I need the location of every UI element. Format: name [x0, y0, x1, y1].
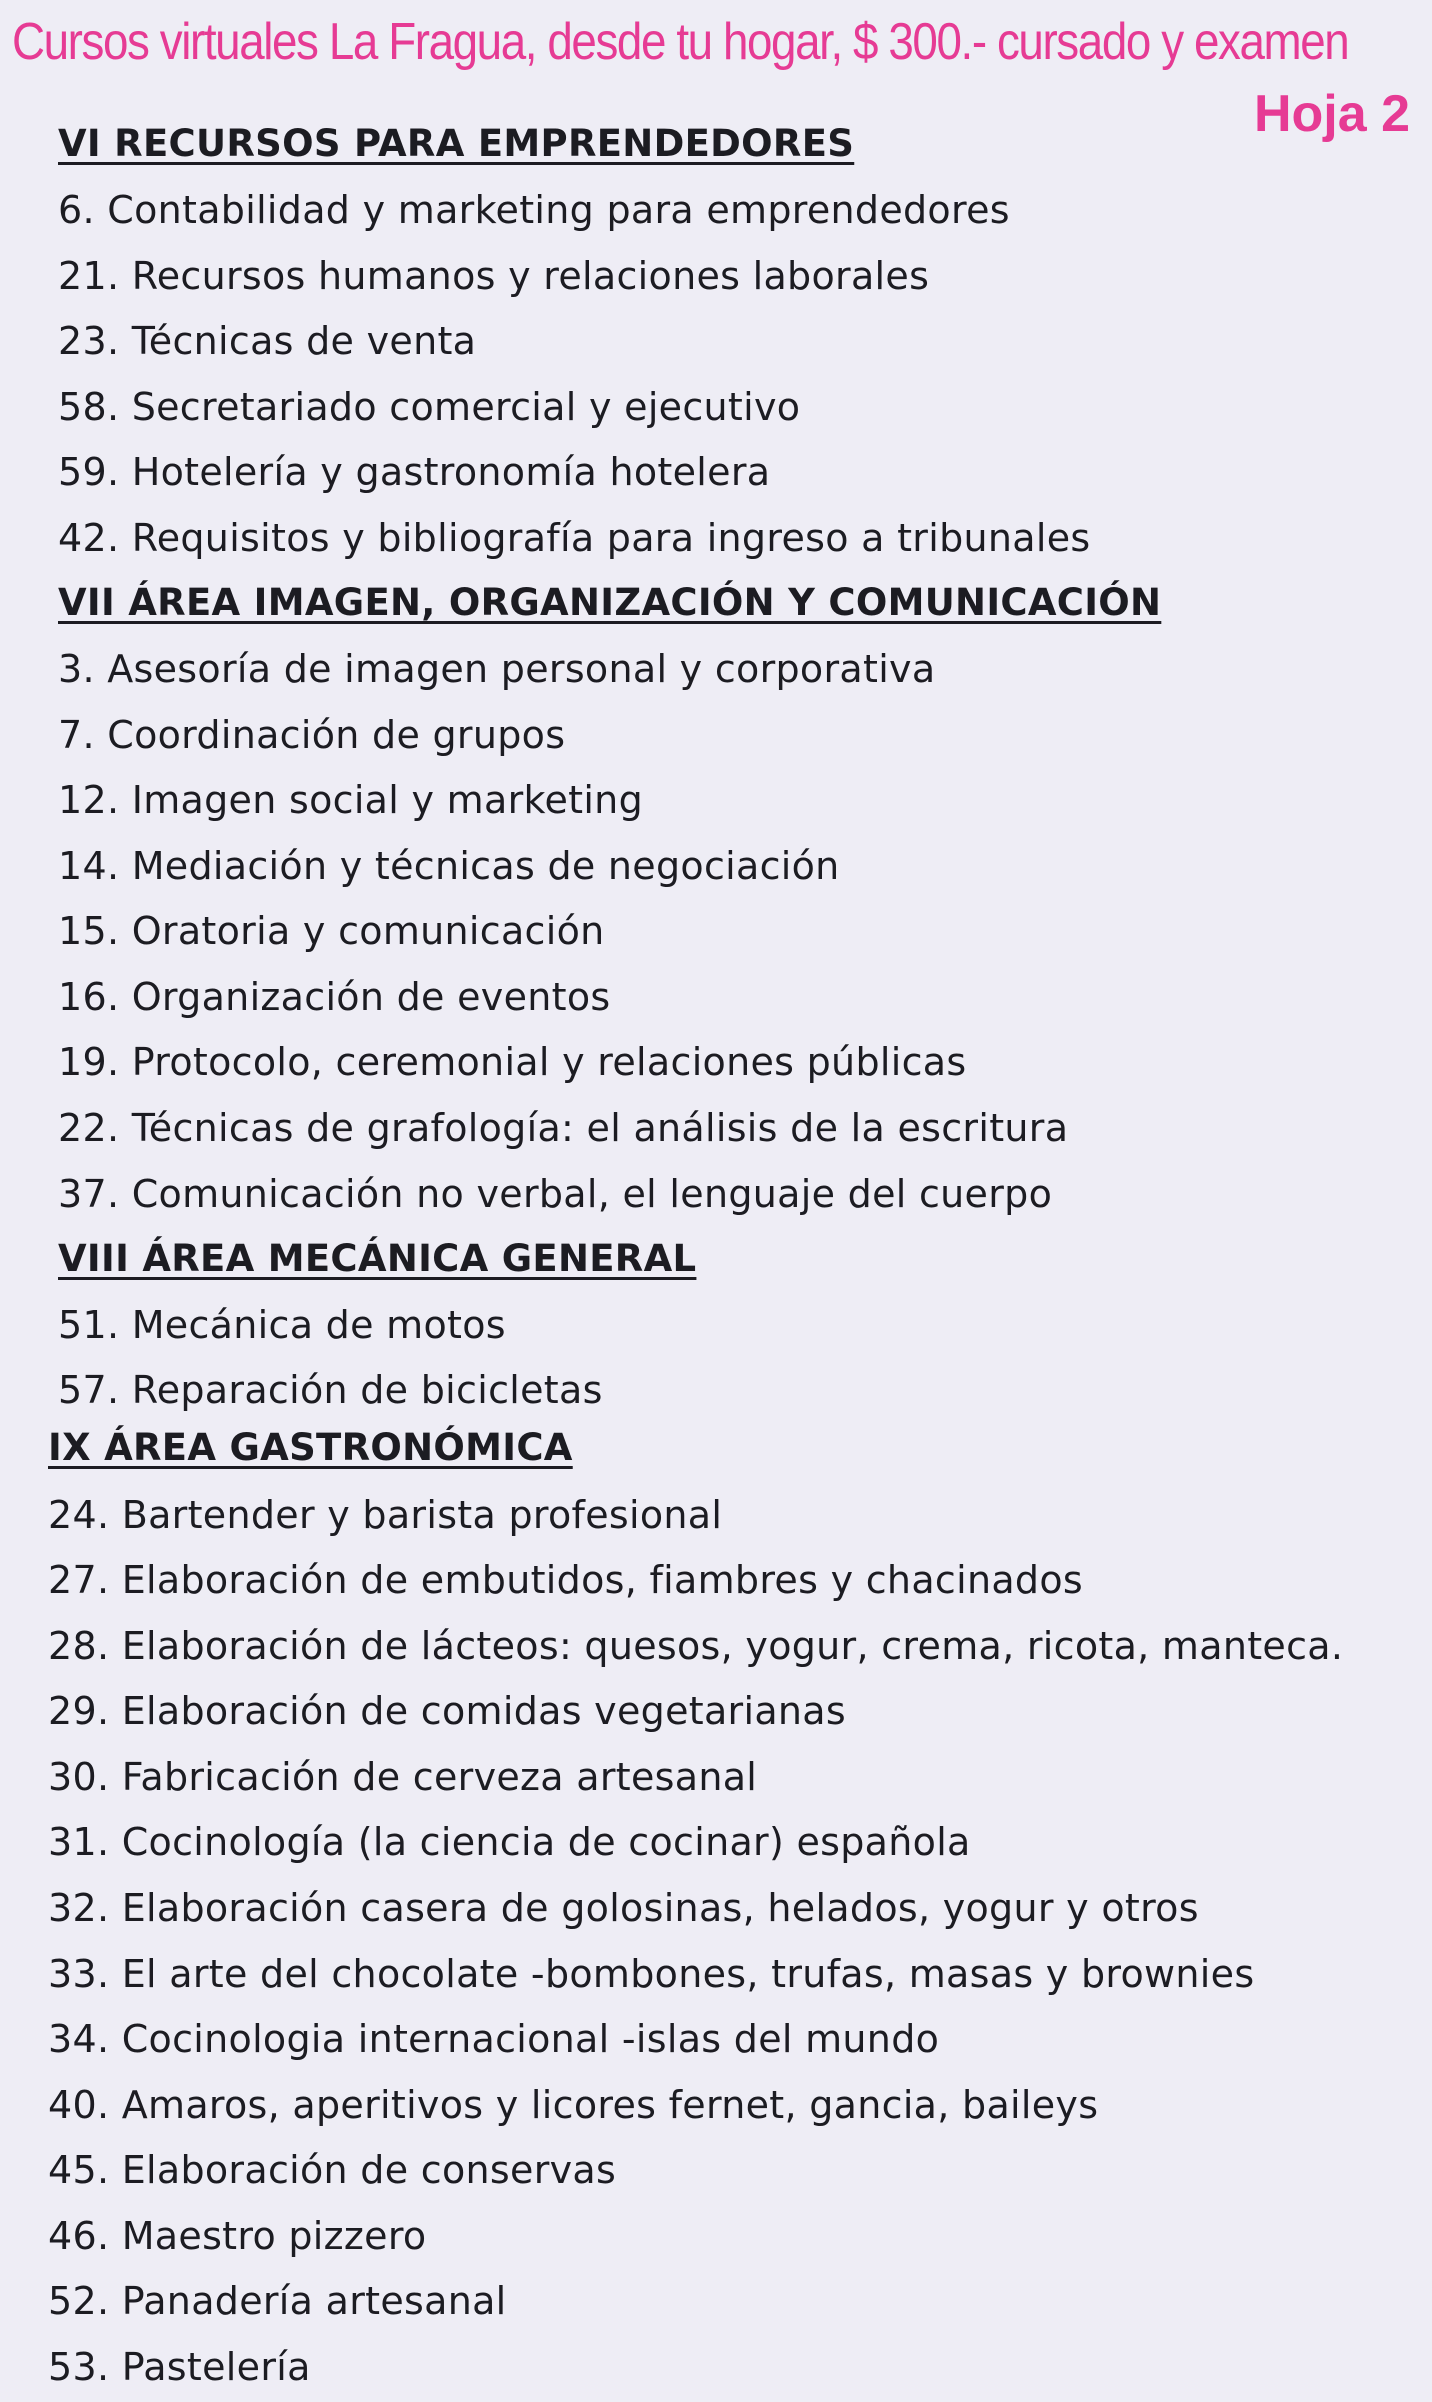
course-item: 23. Técnicas de venta	[58, 319, 477, 363]
course-item: 45. Elaboración de conservas	[48, 2148, 617, 2192]
course-item: 28. Elaboración de lácteos: quesos, yogur, crema, ricota, manteca.	[48, 1624, 1344, 1668]
page-title: Cursos virtuales La Fragua, desde tu hogar, $ 300.- cursado y examen	[12, 13, 1349, 71]
course-item: 19. Protocolo, ceremonial y relaciones públicas	[58, 1040, 967, 1084]
course-item: 24. Bartender y barista profesional	[48, 1493, 723, 1537]
course-item: 42. Requisitos y bibliografía para ingreso a tribunales	[58, 516, 1091, 560]
course-item: 7. Coordinación de grupos	[58, 713, 566, 757]
course-item: 21. Recursos humanos y relaciones laborales	[58, 254, 930, 298]
course-item: 34. Cocinologia internacional -islas del mundo	[48, 2017, 940, 2061]
course-item: 58. Secretariado comercial y ejecutivo	[58, 385, 801, 429]
course-item: 3. Asesoría de imagen personal y corporativa	[58, 647, 936, 691]
course-item: 46. Maestro pizzero	[48, 2214, 427, 2258]
section-heading-ix: IX ÁREA GASTRONÓMICA	[48, 1426, 573, 1469]
section-heading-viii: VIII ÁREA MECÁNICA GENERAL	[58, 1237, 697, 1280]
course-item: 32. Elaboración casera de golosinas, helados, yogur y otros	[48, 1886, 1199, 1930]
sheet-number-label: Hoja 2	[1253, 85, 1410, 143]
course-item: 31. Cocinología (la ciencia de cocinar) española	[48, 1820, 971, 1864]
course-item: 33. El arte del chocolate -bombones, trufas, masas y brownies	[48, 1952, 1255, 1996]
course-item: 40. Amaros, aperitivos y licores fernet, gancia, baileys	[48, 2083, 1099, 2127]
course-item: 30. Fabricación de cerveza artesanal	[48, 1755, 758, 1799]
course-item: 29. Elaboración de comidas vegetarianas	[48, 1689, 846, 1733]
course-item: 59. Hotelería y gastronomía hotelera	[58, 450, 771, 494]
section-heading-vii: VII ÁREA IMAGEN, ORGANIZACIÓN Y COMUNICACIÓN	[58, 581, 1162, 624]
course-item: 15. Oratoria y comunicación	[58, 909, 605, 953]
course-item: 57. Reparación de bicicletas	[58, 1368, 603, 1412]
course-item: 51. Mecánica de motos	[58, 1303, 506, 1347]
course-item: 6. Contabilidad y marketing para emprendedores	[58, 188, 1010, 232]
course-item: 22. Técnicas de grafología: el análisis de la escritura	[58, 1106, 1069, 1150]
course-item: 27. Elaboración de embutidos, fiambres y chacinados	[48, 1558, 1083, 1602]
course-item: 52. Panadería artesanal	[48, 2279, 507, 2323]
section-heading-vi: VI RECURSOS PARA EMPRENDEDORES	[58, 122, 855, 165]
course-item: 37. Comunicación no verbal, el lenguaje del cuerpo	[58, 1172, 1053, 1216]
course-item: 16. Organización de eventos	[58, 975, 611, 1019]
course-item: 53. Pastelería	[48, 2345, 311, 2389]
course-item: 14. Mediación y técnicas de negociación	[58, 844, 840, 888]
course-item: 12. Imagen social y marketing	[58, 778, 643, 822]
